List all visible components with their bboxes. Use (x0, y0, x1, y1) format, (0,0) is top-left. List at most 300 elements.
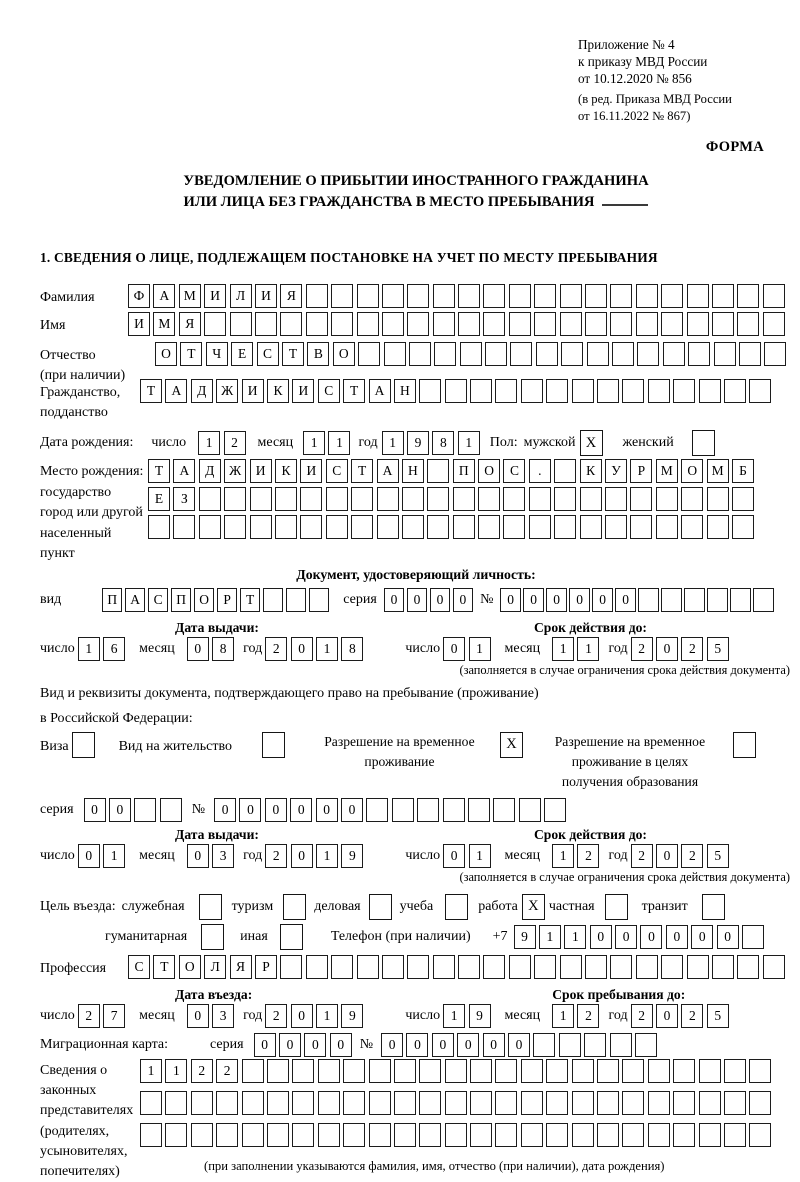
char-cell[interactable] (622, 379, 644, 403)
char-cell[interactable] (737, 955, 759, 979)
char-cell[interactable]: 2 (681, 637, 703, 661)
char-cell[interactable] (509, 284, 531, 308)
char-cell[interactable]: С (503, 459, 525, 483)
char-cell[interactable] (300, 487, 322, 511)
char-cell[interactable] (622, 1123, 644, 1147)
char-cell[interactable]: 1 (316, 844, 338, 868)
visa-checkbox[interactable] (72, 732, 95, 758)
char-cell[interactable] (366, 798, 388, 822)
char-cell[interactable] (636, 955, 658, 979)
char-cell[interactable] (483, 284, 505, 308)
char-cell[interactable] (737, 284, 759, 308)
char-cell[interactable] (730, 588, 750, 612)
char-cell[interactable] (707, 487, 729, 511)
char-cell[interactable]: 1 (140, 1059, 162, 1083)
char-cell[interactable] (510, 342, 532, 366)
char-cell[interactable] (191, 1091, 213, 1115)
rvp-checkbox[interactable]: X (500, 732, 523, 758)
char-cell[interactable]: И (255, 284, 277, 308)
char-cell[interactable]: 9 (341, 844, 363, 868)
char-cell[interactable] (280, 955, 302, 979)
char-cell[interactable] (460, 342, 482, 366)
char-cell[interactable] (191, 1123, 213, 1147)
char-cell[interactable]: 9 (341, 1004, 363, 1028)
char-cell[interactable]: 0 (569, 588, 589, 612)
char-cell[interactable] (509, 312, 531, 336)
char-cell[interactable] (560, 284, 582, 308)
char-cell[interactable]: 8 (212, 637, 234, 661)
char-cell[interactable] (445, 1091, 467, 1115)
char-cell[interactable]: 2 (631, 844, 653, 868)
char-cell[interactable] (521, 379, 543, 403)
char-cell[interactable]: С (128, 955, 150, 979)
char-cell[interactable] (764, 342, 786, 366)
char-cell[interactable]: М (656, 459, 678, 483)
char-cell[interactable]: 0 (691, 925, 713, 949)
char-cell[interactable] (554, 459, 576, 483)
char-cell[interactable]: 1 (552, 844, 574, 868)
char-cell[interactable]: Т (148, 459, 170, 483)
char-cell[interactable] (402, 487, 424, 511)
char-cell[interactable]: 0 (187, 844, 209, 868)
char-cell[interactable] (519, 798, 541, 822)
char-cell[interactable] (242, 1123, 264, 1147)
char-cell[interactable] (732, 487, 754, 511)
char-cell[interactable] (597, 1091, 619, 1115)
char-cell[interactable] (533, 1033, 555, 1057)
char-cell[interactable]: 1 (198, 431, 220, 455)
char-cell[interactable] (369, 1123, 391, 1147)
char-cell[interactable]: 0 (407, 588, 427, 612)
char-cell[interactable] (521, 1091, 543, 1115)
char-cell[interactable] (610, 312, 632, 336)
char-cell[interactable]: Т (153, 955, 175, 979)
char-cell[interactable]: 2 (191, 1059, 213, 1083)
char-cell[interactable] (417, 798, 439, 822)
char-cell[interactable]: 0 (291, 844, 313, 868)
char-cell[interactable]: 0 (656, 844, 678, 868)
char-cell[interactable]: 0 (316, 798, 338, 822)
char-cell[interactable] (648, 379, 670, 403)
char-cell[interactable] (433, 284, 455, 308)
char-cell[interactable] (306, 312, 328, 336)
char-cell[interactable]: 0 (406, 1033, 428, 1057)
char-cell[interactable]: 1 (469, 637, 491, 661)
char-cell[interactable] (384, 342, 406, 366)
char-cell[interactable] (165, 1123, 187, 1147)
char-cell[interactable]: 0 (508, 1033, 530, 1057)
char-cell[interactable] (331, 312, 353, 336)
char-cell[interactable] (546, 1059, 568, 1083)
char-cell[interactable]: А (173, 459, 195, 483)
char-cell[interactable] (699, 1091, 721, 1115)
char-cell[interactable]: О (681, 459, 703, 483)
char-cell[interactable]: П (171, 588, 191, 612)
char-cell[interactable] (742, 925, 764, 949)
char-cell[interactable] (280, 312, 302, 336)
char-cell[interactable] (681, 515, 703, 539)
char-cell[interactable] (509, 955, 531, 979)
char-cell[interactable] (630, 515, 652, 539)
char-cell[interactable] (470, 379, 492, 403)
char-cell[interactable] (351, 487, 373, 511)
char-cell[interactable] (377, 487, 399, 511)
char-cell[interactable]: 0 (384, 588, 404, 612)
char-cell[interactable] (749, 1059, 771, 1083)
char-cell[interactable]: 0 (187, 1004, 209, 1028)
char-cell[interactable]: 1 (328, 431, 350, 455)
char-cell[interactable] (300, 515, 322, 539)
char-cell[interactable]: В (307, 342, 329, 366)
char-cell[interactable]: Ж (216, 379, 238, 403)
char-cell[interactable] (331, 955, 353, 979)
rvp-edu-checkbox[interactable] (733, 732, 756, 758)
char-cell[interactable] (250, 487, 272, 511)
char-cell[interactable] (292, 1123, 314, 1147)
char-cell[interactable] (267, 1123, 289, 1147)
char-cell[interactable] (587, 342, 609, 366)
char-cell[interactable] (712, 955, 734, 979)
char-cell[interactable]: 1 (165, 1059, 187, 1083)
char-cell[interactable]: 1 (303, 431, 325, 455)
char-cell[interactable]: И (128, 312, 150, 336)
char-cell[interactable]: 0 (239, 798, 261, 822)
char-cell[interactable]: 0 (84, 798, 106, 822)
char-cell[interactable]: С (257, 342, 279, 366)
char-cell[interactable]: Д (191, 379, 213, 403)
char-cell[interactable] (687, 284, 709, 308)
char-cell[interactable] (453, 515, 475, 539)
char-cell[interactable]: О (478, 459, 500, 483)
char-cell[interactable]: А (369, 379, 391, 403)
char-cell[interactable]: Л (230, 284, 252, 308)
char-cell[interactable]: 1 (552, 637, 574, 661)
char-cell[interactable] (597, 1123, 619, 1147)
char-cell[interactable]: С (326, 459, 348, 483)
char-cell[interactable] (445, 1059, 467, 1083)
char-cell[interactable]: 0 (592, 588, 612, 612)
char-cell[interactable] (427, 487, 449, 511)
char-cell[interactable]: А (377, 459, 399, 483)
char-cell[interactable] (173, 515, 195, 539)
char-cell[interactable] (263, 588, 283, 612)
char-cell[interactable] (622, 1059, 644, 1083)
purpose-study-checkbox[interactable] (445, 894, 468, 920)
char-cell[interactable]: М (153, 312, 175, 336)
char-cell[interactable] (357, 284, 379, 308)
char-cell[interactable]: 0 (341, 798, 363, 822)
char-cell[interactable]: О (194, 588, 214, 612)
char-cell[interactable] (140, 1123, 162, 1147)
char-cell[interactable]: 9 (407, 431, 429, 455)
char-cell[interactable] (635, 1033, 657, 1057)
purpose-humanitarian-checkbox[interactable] (201, 924, 224, 950)
char-cell[interactable]: 1 (577, 637, 599, 661)
char-cell[interactable] (637, 342, 659, 366)
char-cell[interactable] (585, 312, 607, 336)
char-cell[interactable] (445, 379, 467, 403)
char-cell[interactable]: 2 (631, 637, 653, 661)
char-cell[interactable]: И (204, 284, 226, 308)
char-cell[interactable] (739, 342, 761, 366)
char-cell[interactable]: 0 (254, 1033, 276, 1057)
char-cell[interactable] (478, 515, 500, 539)
char-cell[interactable]: 2 (577, 1004, 599, 1028)
char-cell[interactable] (612, 342, 634, 366)
char-cell[interactable] (585, 955, 607, 979)
char-cell[interactable] (216, 1123, 238, 1147)
char-cell[interactable] (630, 487, 652, 511)
char-cell[interactable] (648, 1059, 670, 1083)
char-cell[interactable]: 0 (640, 925, 662, 949)
char-cell[interactable] (165, 1091, 187, 1115)
char-cell[interactable] (433, 312, 455, 336)
char-cell[interactable]: 2 (577, 844, 599, 868)
char-cell[interactable] (732, 515, 754, 539)
char-cell[interactable]: 8 (341, 637, 363, 661)
char-cell[interactable] (419, 1091, 441, 1115)
char-cell[interactable]: Е (231, 342, 253, 366)
char-cell[interactable] (427, 515, 449, 539)
char-cell[interactable] (529, 515, 551, 539)
char-cell[interactable] (419, 379, 441, 403)
char-cell[interactable] (554, 515, 576, 539)
char-cell[interactable] (394, 1091, 416, 1115)
char-cell[interactable]: 7 (103, 1004, 125, 1028)
char-cell[interactable]: К (580, 459, 602, 483)
char-cell[interactable]: 0 (381, 1033, 403, 1057)
char-cell[interactable] (724, 379, 746, 403)
char-cell[interactable] (521, 1123, 543, 1147)
char-cell[interactable] (737, 312, 759, 336)
char-cell[interactable] (560, 312, 582, 336)
char-cell[interactable] (458, 955, 480, 979)
char-cell[interactable] (572, 1059, 594, 1083)
char-cell[interactable] (681, 487, 703, 511)
char-cell[interactable]: 0 (443, 844, 465, 868)
char-cell[interactable] (605, 515, 627, 539)
char-cell[interactable]: 1 (469, 844, 491, 868)
char-cell[interactable] (160, 798, 182, 822)
char-cell[interactable]: К (275, 459, 297, 483)
char-cell[interactable] (369, 1059, 391, 1083)
char-cell[interactable] (199, 487, 221, 511)
char-cell[interactable] (242, 1059, 264, 1083)
char-cell[interactable]: 2 (265, 844, 287, 868)
char-cell[interactable]: 0 (430, 588, 450, 612)
char-cell[interactable] (343, 1059, 365, 1083)
char-cell[interactable] (521, 1059, 543, 1083)
char-cell[interactable] (445, 1123, 467, 1147)
char-cell[interactable] (495, 1091, 517, 1115)
char-cell[interactable]: 0 (214, 798, 236, 822)
char-cell[interactable]: 1 (552, 1004, 574, 1028)
char-cell[interactable]: Р (630, 459, 652, 483)
char-cell[interactable]: 1 (316, 637, 338, 661)
char-cell[interactable] (724, 1059, 746, 1083)
char-cell[interactable]: 1 (539, 925, 561, 949)
char-cell[interactable] (661, 588, 681, 612)
char-cell[interactable]: 0 (483, 1033, 505, 1057)
char-cell[interactable] (358, 342, 380, 366)
char-cell[interactable] (544, 798, 566, 822)
char-cell[interactable]: 1 (443, 1004, 465, 1028)
char-cell[interactable]: 2 (681, 844, 703, 868)
char-cell[interactable]: 0 (78, 844, 100, 868)
char-cell[interactable] (503, 487, 525, 511)
char-cell[interactable]: 9 (469, 1004, 491, 1028)
char-cell[interactable]: О (333, 342, 355, 366)
char-cell[interactable] (673, 1059, 695, 1083)
char-cell[interactable]: С (148, 588, 168, 612)
char-cell[interactable]: 2 (216, 1059, 238, 1083)
char-cell[interactable] (357, 312, 379, 336)
char-cell[interactable] (580, 515, 602, 539)
char-cell[interactable] (419, 1059, 441, 1083)
char-cell[interactable] (419, 1123, 441, 1147)
char-cell[interactable]: 2 (224, 431, 246, 455)
char-cell[interactable] (572, 1123, 594, 1147)
char-cell[interactable]: 3 (212, 844, 234, 868)
char-cell[interactable]: 0 (443, 637, 465, 661)
char-cell[interactable] (572, 1091, 594, 1115)
char-cell[interactable] (453, 487, 475, 511)
char-cell[interactable] (673, 1091, 695, 1115)
char-cell[interactable] (458, 312, 480, 336)
char-cell[interactable]: 1 (564, 925, 586, 949)
char-cell[interactable] (434, 342, 456, 366)
char-cell[interactable]: 0 (265, 798, 287, 822)
char-cell[interactable] (636, 284, 658, 308)
char-cell[interactable] (204, 312, 226, 336)
char-cell[interactable] (656, 487, 678, 511)
char-cell[interactable]: 0 (656, 1004, 678, 1028)
char-cell[interactable] (661, 284, 683, 308)
char-cell[interactable]: 0 (453, 588, 473, 612)
char-cell[interactable]: М (179, 284, 201, 308)
char-cell[interactable] (724, 1123, 746, 1147)
char-cell[interactable]: Ч (206, 342, 228, 366)
char-cell[interactable]: 1 (103, 844, 125, 868)
char-cell[interactable]: Н (402, 459, 424, 483)
char-cell[interactable] (712, 312, 734, 336)
char-cell[interactable] (687, 955, 709, 979)
char-cell[interactable] (292, 1059, 314, 1083)
char-cell[interactable]: Т (282, 342, 304, 366)
char-cell[interactable] (275, 487, 297, 511)
char-cell[interactable] (382, 312, 404, 336)
char-cell[interactable] (554, 487, 576, 511)
char-cell[interactable] (707, 588, 727, 612)
char-cell[interactable]: О (155, 342, 177, 366)
char-cell[interactable]: 0 (717, 925, 739, 949)
char-cell[interactable] (394, 1123, 416, 1147)
char-cell[interactable]: И (242, 379, 264, 403)
char-cell[interactable] (699, 379, 721, 403)
char-cell[interactable] (470, 1091, 492, 1115)
char-cell[interactable] (749, 379, 771, 403)
char-cell[interactable]: Т (343, 379, 365, 403)
char-cell[interactable] (585, 284, 607, 308)
char-cell[interactable] (503, 515, 525, 539)
char-cell[interactable]: К (267, 379, 289, 403)
char-cell[interactable]: Т (240, 588, 260, 612)
char-cell[interactable] (306, 955, 328, 979)
char-cell[interactable]: Е (148, 487, 170, 511)
char-cell[interactable] (433, 955, 455, 979)
char-cell[interactable]: 0 (279, 1033, 301, 1057)
char-cell[interactable]: Я (179, 312, 201, 336)
char-cell[interactable] (673, 379, 695, 403)
char-cell[interactable] (382, 955, 404, 979)
char-cell[interactable] (427, 459, 449, 483)
purpose-delovaya-checkbox[interactable] (369, 894, 392, 920)
char-cell[interactable]: Ф (128, 284, 150, 308)
char-cell[interactable]: А (153, 284, 175, 308)
char-cell[interactable] (605, 487, 627, 511)
char-cell[interactable] (326, 487, 348, 511)
char-cell[interactable] (763, 312, 785, 336)
char-cell[interactable] (343, 1123, 365, 1147)
char-cell[interactable] (724, 1091, 746, 1115)
char-cell[interactable] (369, 1091, 391, 1115)
char-cell[interactable] (267, 1091, 289, 1115)
char-cell[interactable] (493, 798, 515, 822)
char-cell[interactable]: У (605, 459, 627, 483)
char-cell[interactable] (407, 312, 429, 336)
char-cell[interactable]: 0 (656, 637, 678, 661)
char-cell[interactable] (443, 798, 465, 822)
char-cell[interactable] (688, 342, 710, 366)
char-cell[interactable]: Р (255, 955, 277, 979)
char-cell[interactable]: 1 (382, 431, 404, 455)
char-cell[interactable] (351, 515, 373, 539)
char-cell[interactable] (485, 342, 507, 366)
char-cell[interactable]: И (250, 459, 272, 483)
char-cell[interactable]: 2 (265, 637, 287, 661)
gender-female-checkbox[interactable] (692, 430, 715, 456)
char-cell[interactable] (495, 379, 517, 403)
char-cell[interactable]: 2 (681, 1004, 703, 1028)
char-cell[interactable]: . (529, 459, 551, 483)
char-cell[interactable] (546, 1123, 568, 1147)
char-cell[interactable] (483, 955, 505, 979)
char-cell[interactable] (409, 342, 431, 366)
char-cell[interactable] (326, 515, 348, 539)
char-cell[interactable] (495, 1059, 517, 1083)
char-cell[interactable] (318, 1123, 340, 1147)
char-cell[interactable] (402, 515, 424, 539)
char-cell[interactable] (610, 1033, 632, 1057)
char-cell[interactable]: 0 (546, 588, 566, 612)
char-cell[interactable] (318, 1091, 340, 1115)
char-cell[interactable]: 6 (103, 637, 125, 661)
char-cell[interactable] (534, 312, 556, 336)
char-cell[interactable] (267, 1059, 289, 1083)
char-cell[interactable] (134, 798, 156, 822)
char-cell[interactable] (622, 1091, 644, 1115)
char-cell[interactable] (230, 312, 252, 336)
char-cell[interactable] (648, 1123, 670, 1147)
char-cell[interactable] (673, 1123, 695, 1147)
char-cell[interactable]: Я (280, 284, 302, 308)
char-cell[interactable] (572, 379, 594, 403)
char-cell[interactable] (684, 588, 704, 612)
char-cell[interactable] (318, 1059, 340, 1083)
char-cell[interactable]: 2 (78, 1004, 100, 1028)
char-cell[interactable]: 5 (707, 844, 729, 868)
char-cell[interactable] (529, 487, 551, 511)
